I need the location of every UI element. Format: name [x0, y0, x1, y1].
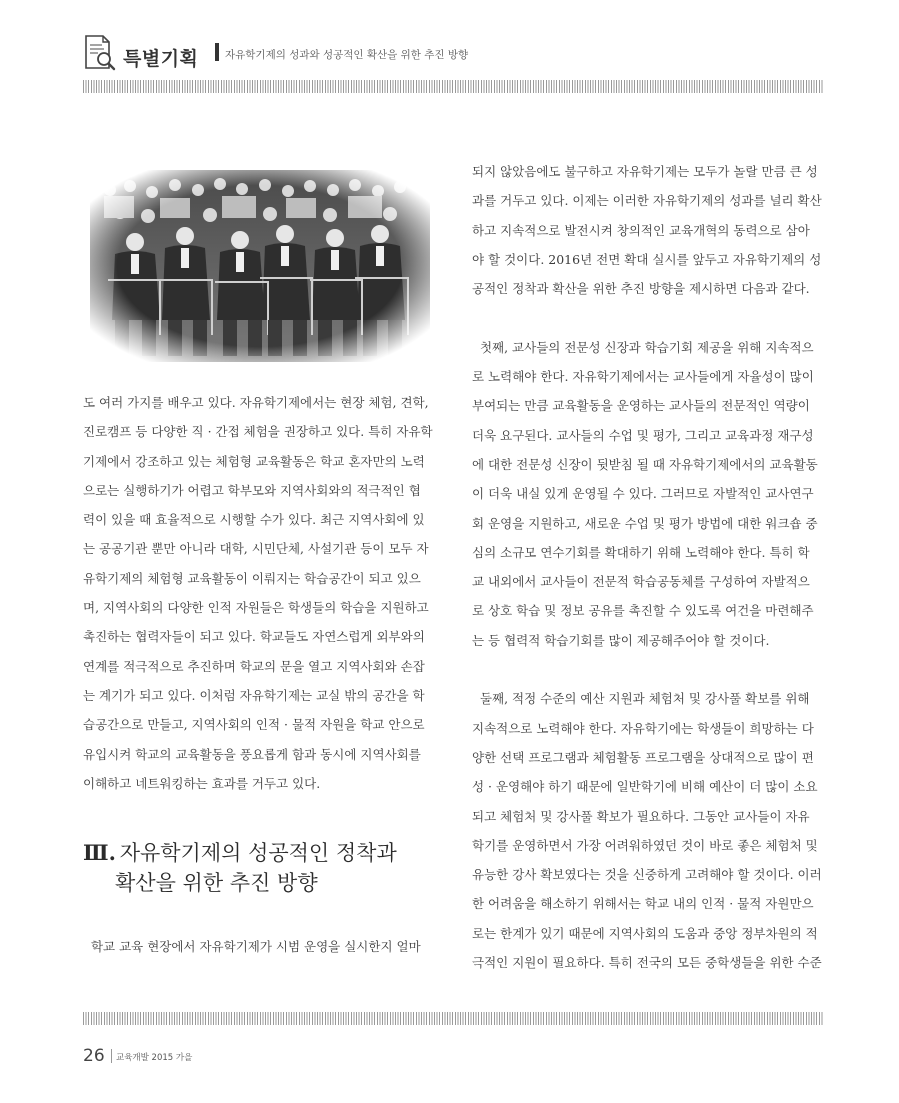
body-line: 심의 소규모 연수기회를 확대하기 위해 노력해야 한다. 특히 학 — [472, 544, 810, 560]
body-line: 이해하고 네트워킹하는 효과를 거두고 있다. — [83, 775, 321, 791]
body-line: 연계를 적극적으로 추진하며 학교의 문을 열고 지역사회와 손잡 — [83, 658, 425, 674]
paragraph-gap — [472, 655, 824, 684]
body-line — [472, 333, 824, 362]
body-line: 며, 지역사회의 다양한 인적 자원들은 학생들의 학습을 지원하고 — [83, 600, 429, 616]
body-line: 교 내외에서 교사들이 전문적 학습공동체를 구성하여 자발적으 — [472, 574, 810, 590]
body-line: 극적인 지원이 필요하다. 특히 전국의 모든 중학생들을 위한 수준 — [472, 955, 822, 971]
body-line-text: 첫째, 교사들의 전문성 신장과 학습기회 제공을 위해 지속적으 — [479, 339, 814, 355]
body-line: 는 계기가 되고 있다. 이처럼 자유학기제는 교실 밖의 공간을 학 — [83, 687, 425, 703]
section-heading-line1: 자유학기제의 성공적인 정착과 — [119, 841, 397, 865]
body-line: 유입시켜 학교의 교육활동을 풍요롭게 함과 동시에 지역사회를 — [83, 746, 421, 762]
body-line: 습공간으로 만들고, 지역사회의 인적 · 물적 자원을 학교 안으로 — [83, 717, 425, 733]
body-line: 에 대한 전문성 신장이 뒷받침 될 때 자유학기제에서의 교육활동 — [472, 456, 818, 472]
footer-stripe — [83, 1012, 823, 1025]
section-label-bar — [215, 43, 219, 61]
publication-name: 교육개발 2015 가을 — [116, 1053, 193, 1063]
body-line — [83, 932, 433, 961]
body-line: 촉진하는 협력자들이 되고 있다. 학교들도 자연스럽게 외부와의 — [83, 629, 425, 645]
section-heading — [83, 838, 397, 898]
body-line — [472, 684, 824, 713]
body-line: 학기를 운영하면서 가장 어려워하였던 것이 바로 좋은 체험처 및 — [472, 837, 818, 853]
document-search-icon — [83, 34, 117, 72]
header-subtitle: 자유학기제의 성과와 성공적인 확산을 위한 추진 방향 — [225, 49, 469, 61]
body-line: 는 등 협력적 학습기회를 많이 제공해주어야 할 것이다. — [472, 632, 770, 648]
body-line: 로 노력해야 한다. 자유학기제에서는 교사들에게 자율성이 많이 — [472, 369, 814, 385]
paragraph-gap — [472, 303, 824, 332]
section-label: 특별기획 — [123, 48, 199, 70]
body-line: 이 더욱 내실 있게 운영될 수 있다. 그러므로 자발적인 교사연구 — [472, 486, 814, 502]
body-line: 회 운영을 지원하고, 새로운 수업 및 평가 방법에 대한 워크숍 중 — [472, 515, 818, 531]
body-line: 되고 체험처 및 강사풀 확보가 필요하다. 그동안 교사들이 자유 — [472, 808, 810, 824]
section-heading-number: Ⅲ. — [83, 840, 116, 865]
body-line: 도 여러 가지를 배우고 있다. 자유학기제에서는 현장 체험, 견학, — [83, 395, 429, 410]
body-line: 지속적으로 노력해야 한다. 자유학기에는 학생들이 희망하는 다 — [472, 720, 814, 736]
body-line: 성 · 운영해야 하기 때문에 일반학기에 비해 예산이 더 많이 소요 — [472, 779, 818, 795]
body-line: 더욱 요구된다. 교사들의 수업 및 평가, 그리고 교육과정 재구성 — [472, 427, 814, 443]
body-line: 과를 거두고 있다. 이제는 이러한 자유학기제의 성과를 널리 확산 — [472, 193, 822, 209]
body-line-text: 둘째, 적정 수준의 예산 지원과 체험처 및 강사풀 확보를 위해 — [479, 691, 810, 707]
header-stripe — [83, 80, 823, 93]
event-photo — [90, 170, 430, 362]
body-line: 공적인 정착과 확산을 위한 추진 방향을 제시하면 다음과 같다. — [472, 281, 810, 297]
body-line: 야 할 것이다. 2016년 전면 확대 실시를 앞두고 자유학기제의 성 — [472, 251, 822, 267]
body-line: 유학기제의 체험형 교육활동이 이뤄지는 학습공간이 되고 있으 — [83, 570, 421, 586]
page-number: 26 — [83, 1046, 105, 1066]
body-line: 로 상호 학습 및 정보 공유를 촉진할 수 있도록 여건을 마련해주 — [472, 603, 814, 619]
body-line-text: 학교 교육 현장에서 자유학기제가 시범 운영을 실시한지 얼마 — [90, 939, 421, 954]
left-column-text — [83, 388, 433, 798]
body-line: 로는 한계가 있기 때문에 지역사회의 도움과 중앙 정부차원의 적 — [472, 925, 818, 941]
body-line: 기제에서 강조하고 있는 체험형 교육활동은 학교 혼자만의 노력 — [83, 453, 425, 469]
right-column-text — [472, 157, 824, 977]
body-line: 양한 선택 프로그램과 체험활동 프로그램을 상대적으로 많이 편 — [472, 749, 814, 765]
body-line: 유능한 강사 확보였다는 것을 신중하게 고려해야 할 것이다. 이러 — [472, 867, 822, 883]
body-line: 는 공공기관 뿐만 아니라 대학, 시민단체, 사설기관 등이 모두 자 — [83, 541, 429, 557]
body-line: 한 어려움을 해소하기 위해서는 학교 내의 인적 · 물적 자원만으 — [472, 896, 814, 912]
section-heading-line2: 확산을 위한 추진 방향 — [115, 871, 318, 895]
body-line: 되지 않았음에도 불구하고 자유학기제는 모두가 놀랄 만큼 큰 성 — [472, 164, 818, 179]
body-line: 력이 있을 때 효율적으로 시행할 수가 있다. 최근 지역사회에 있 — [83, 512, 425, 528]
body-line: 진로캠프 등 다양한 직 · 간접 체험을 권장하고 있다. 특히 자유학 — [83, 424, 433, 440]
body-line: 으로는 실행하기가 어렵고 학부모와 지역사회와의 적극적인 협 — [83, 482, 421, 498]
body-line: 부여되는 만큼 교육활동을 운영하는 교사들의 전문적인 역량이 — [472, 398, 810, 414]
footer-divider — [111, 1049, 112, 1063]
page-header — [83, 34, 823, 74]
body-line: 하고 지속적으로 발전시켜 창의적인 교육개혁의 동력으로 삼아 — [472, 222, 810, 238]
